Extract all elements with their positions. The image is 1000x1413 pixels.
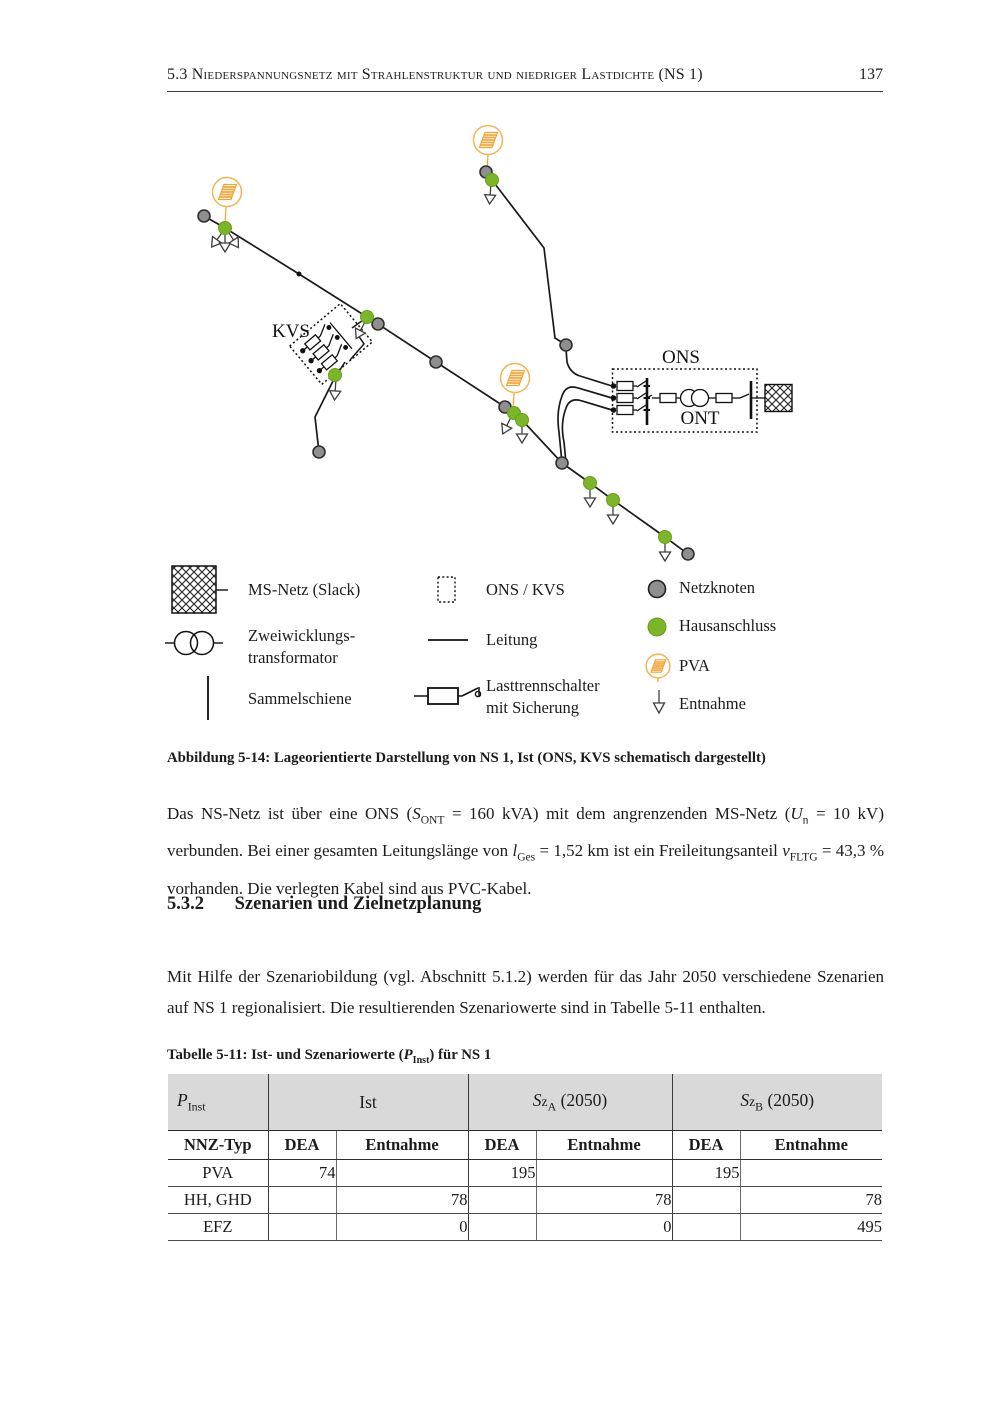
netzknoten-icon	[645, 577, 669, 601]
legend-fuse-switch-label-line1: Lasttrennschalter	[486, 676, 600, 695]
cell: 78	[336, 1187, 468, 1214]
ons-label: ONS	[661, 347, 701, 368]
table-header-pinst: $P_{Inst}$	[168, 1074, 268, 1131]
cell: 74	[268, 1160, 336, 1187]
col-header: DEA	[672, 1131, 740, 1160]
legend-fuse-switch-label	[486, 675, 600, 719]
figure-caption: Abbildung 5-14: Lageorientierte Darstellung von NS 1, Ist (ONS, KVS schematisch dargestellt)	[167, 750, 766, 766]
cell	[336, 1160, 468, 1187]
legend-fuse-switch-label-line2: mit Sicherung	[486, 698, 580, 717]
table-row	[168, 1214, 882, 1241]
section-title: Szenarien und Zielnetzplanung	[234, 894, 482, 914]
szenario-table	[168, 1074, 882, 1241]
legend-entnahme-label: Entnahme	[679, 694, 746, 713]
legend-busbar-label: Sammelschiene	[248, 689, 352, 708]
cell: 495	[740, 1214, 882, 1241]
hausanschluss-icon	[645, 615, 669, 639]
legend-pva-label: PVA	[679, 656, 710, 675]
kvs-label: KVS	[271, 321, 310, 342]
col-header: DEA	[468, 1131, 536, 1160]
ons-box	[611, 347, 792, 432]
ont-label: ONT	[680, 408, 720, 429]
transformer-icon	[163, 626, 225, 660]
cell: 195	[672, 1160, 740, 1187]
cell	[468, 1187, 536, 1214]
cell	[268, 1214, 336, 1241]
cell	[468, 1214, 536, 1241]
col-header: Entnahme	[336, 1131, 468, 1160]
cell: 195	[468, 1160, 536, 1187]
cell: 0	[536, 1214, 672, 1241]
paragraph-1: Das NS-Netz ist über eine ONS ($S_{ONT} = 160$ kVA) mit dem angrenzenden MS-Netz ($U_n = 10$ kV) verbunden. Bei einer gesamten Leitungslänge von $l_{Ges} = 1,52$ km ist ein Freileitungsanteil $v_{FLTG} = 43,3$ % vorhanden. Die verlegten Kabel sind aus PVC-Kabel.	[167, 804, 884, 898]
cell: 78	[536, 1187, 672, 1214]
table-header-row-1	[168, 1074, 882, 1131]
entnahme-icon	[649, 688, 669, 724]
table-header-sza: $Sz_A$ (2050)	[468, 1074, 672, 1131]
network-diagram	[0, 100, 1000, 578]
ms-netz-slack-square	[765, 385, 792, 412]
ons-kvs-icon	[434, 575, 460, 605]
running-header	[167, 66, 883, 92]
legend-transformer-label-line2: transformator	[248, 648, 338, 667]
chapter-title: 5.3 Niederspannungsnetz mit Strahlenstruktur und niedriger Lastdichte (NS 1)	[167, 66, 703, 83]
pva-icons	[213, 126, 530, 393]
table-row	[168, 1187, 882, 1214]
table-header-szb: $Sz_B$ (2050)	[672, 1074, 882, 1131]
cell: PVA	[168, 1160, 268, 1187]
cell	[672, 1214, 740, 1241]
legend-netzknoten-label: Netzknoten	[679, 578, 756, 597]
cell	[268, 1187, 336, 1214]
col-header: Entnahme	[740, 1131, 882, 1160]
legend-ons-kvs-label: ONS / KVS	[486, 580, 565, 599]
col-header: DEA	[268, 1131, 336, 1160]
cell	[536, 1160, 672, 1187]
page-number: 137	[859, 66, 883, 83]
cell	[740, 1160, 882, 1187]
table-header-row-2	[168, 1131, 882, 1160]
cell	[672, 1187, 740, 1214]
hausanschluss-nodes	[219, 174, 672, 544]
pva-stems	[225, 155, 514, 410]
col-header: Entnahme	[536, 1131, 672, 1160]
pva-legend-icon	[644, 652, 672, 682]
legend-transformer-label-line1: Zweiwicklungs-	[248, 626, 356, 645]
cell: 0	[336, 1214, 468, 1241]
legend-leitung-label: Leitung	[486, 630, 538, 649]
table-row	[168, 1160, 882, 1187]
section-number: 5.3.2	[167, 894, 204, 914]
cell: EFZ	[168, 1214, 268, 1241]
cell: 78	[740, 1187, 882, 1214]
col-header: NNZ-Typ	[168, 1131, 268, 1160]
legend-transformer-label	[248, 625, 355, 669]
fuse-switch-icon	[412, 681, 486, 709]
entnahme-arrows	[207, 183, 670, 561]
cell: HH, GHD	[168, 1187, 268, 1214]
section-heading	[167, 894, 481, 915]
table-header-ist: Ist	[268, 1074, 468, 1131]
ms-netz-icon	[170, 564, 234, 616]
leitung-icon	[426, 634, 472, 646]
table-caption: Tabelle 5-11: Ist- und Szenariowerte $(P_{Inst})$ für NS 1	[167, 1047, 492, 1066]
paragraph-2: Mit Hilfe der Szenariobildung (vgl. Abschnitt 5.1.2) werden für das Jahr 2050 verschiedene Szenarien auf NS 1 regionalisiert. Die resultierenden Szenariowerte sind in Tabelle 5-11 enthalten.	[167, 967, 884, 1017]
busbar-icon	[198, 674, 218, 722]
legend-hausanschluss-label: Hausanschluss	[679, 616, 777, 635]
legend-ms-netz-label: MS-Netz (Slack)	[248, 580, 361, 599]
junction-dot	[297, 272, 302, 277]
